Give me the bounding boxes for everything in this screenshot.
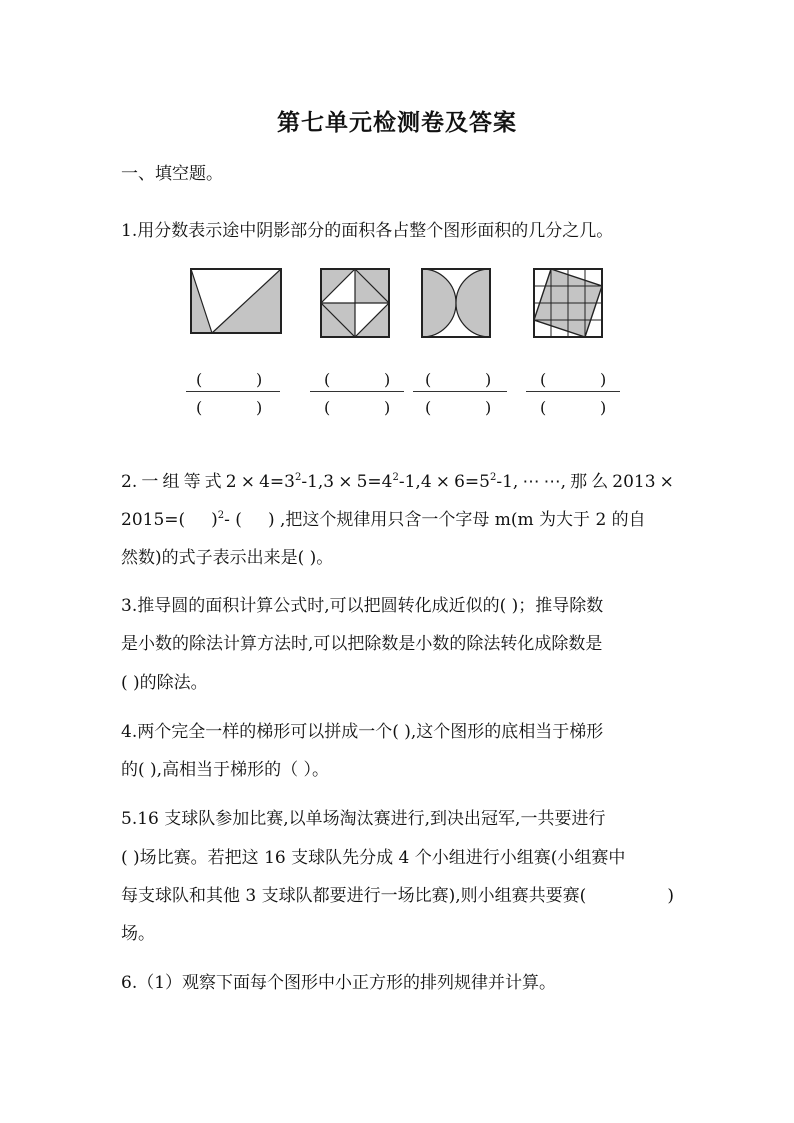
question-5-line-2: ( )场比赛。若把这 16 支球队先分成 4 个小组进行小组赛(小组赛中 — [121, 848, 626, 868]
question-3-line-3: ( )的除法。 — [121, 673, 208, 693]
figure-grid-tilted-square — [533, 268, 603, 338]
fraction-bar — [413, 391, 507, 392]
fraction-blank-4[interactable]: ( ) ( ) — [526, 366, 620, 418]
question-2-line-3: 然数)的式子表示出来是( )。 — [121, 548, 334, 568]
fraction-bar — [186, 391, 280, 392]
question-5-line-1: 5.16 支球队参加比赛,以单场淘汰赛进行,到决出冠军,一共要进行 — [121, 809, 606, 829]
question-3-line-2: 是小数的除法计算方法时,可以把除数是小数的除法转化成除数是 — [121, 634, 603, 654]
section-heading: 一、填空题。 — [121, 164, 223, 184]
fraction-bar — [526, 391, 620, 392]
question-5-line-4: 场。 — [121, 924, 155, 944]
page-title: 第七单元检测卷及答案 — [277, 110, 517, 136]
question-4-line-1: 4.两个完全一样的梯形可以拼成一个( ),这个图形的底相当于梯形 — [121, 722, 604, 742]
question-1: 1.用分数表示途中阴影部分的面积各占整个图形面积的几分之几。 — [121, 221, 614, 241]
fraction-bar — [310, 391, 404, 392]
fraction-blank-3[interactable]: ( ) ( ) — [413, 366, 507, 418]
figure-square-rotated-square — [320, 268, 390, 338]
figure-rectangle-shaded-triangles — [190, 268, 282, 334]
question-4-line-2: 的( ),高相当于梯形的（ ）。 — [121, 760, 329, 780]
question-3-line-1: 3.推导圆的面积计算公式时,可以把圆转化成近似的( )；推导除数 — [121, 596, 604, 616]
fraction-blank-2[interactable]: ( ) ( ) — [310, 366, 404, 418]
figure-square-semicircles — [421, 268, 491, 338]
fraction-blank-1[interactable]: ( ) ( ) — [186, 366, 280, 418]
question-6: 6.（1）观察下面每个图形中小正方形的排列规律并计算。 — [121, 973, 557, 993]
question-2-line-2: 2015=( )$^2$- ( ) ,把这个规律用只含一个字母 m(m 为大于 2 的自 — [121, 510, 646, 530]
question-5-line-3: 每支球队和其他 3 支球队都要进行一场比赛),则小组赛共要赛( ) — [121, 886, 674, 906]
question-2-line-1: 2. 一 组 等 式 2 × $4=3^2-1,3$ × $5=4^2-1,4$ × $6=5^2-1$, ⋯ ⋯, 那 么 2013 × — [121, 472, 674, 492]
